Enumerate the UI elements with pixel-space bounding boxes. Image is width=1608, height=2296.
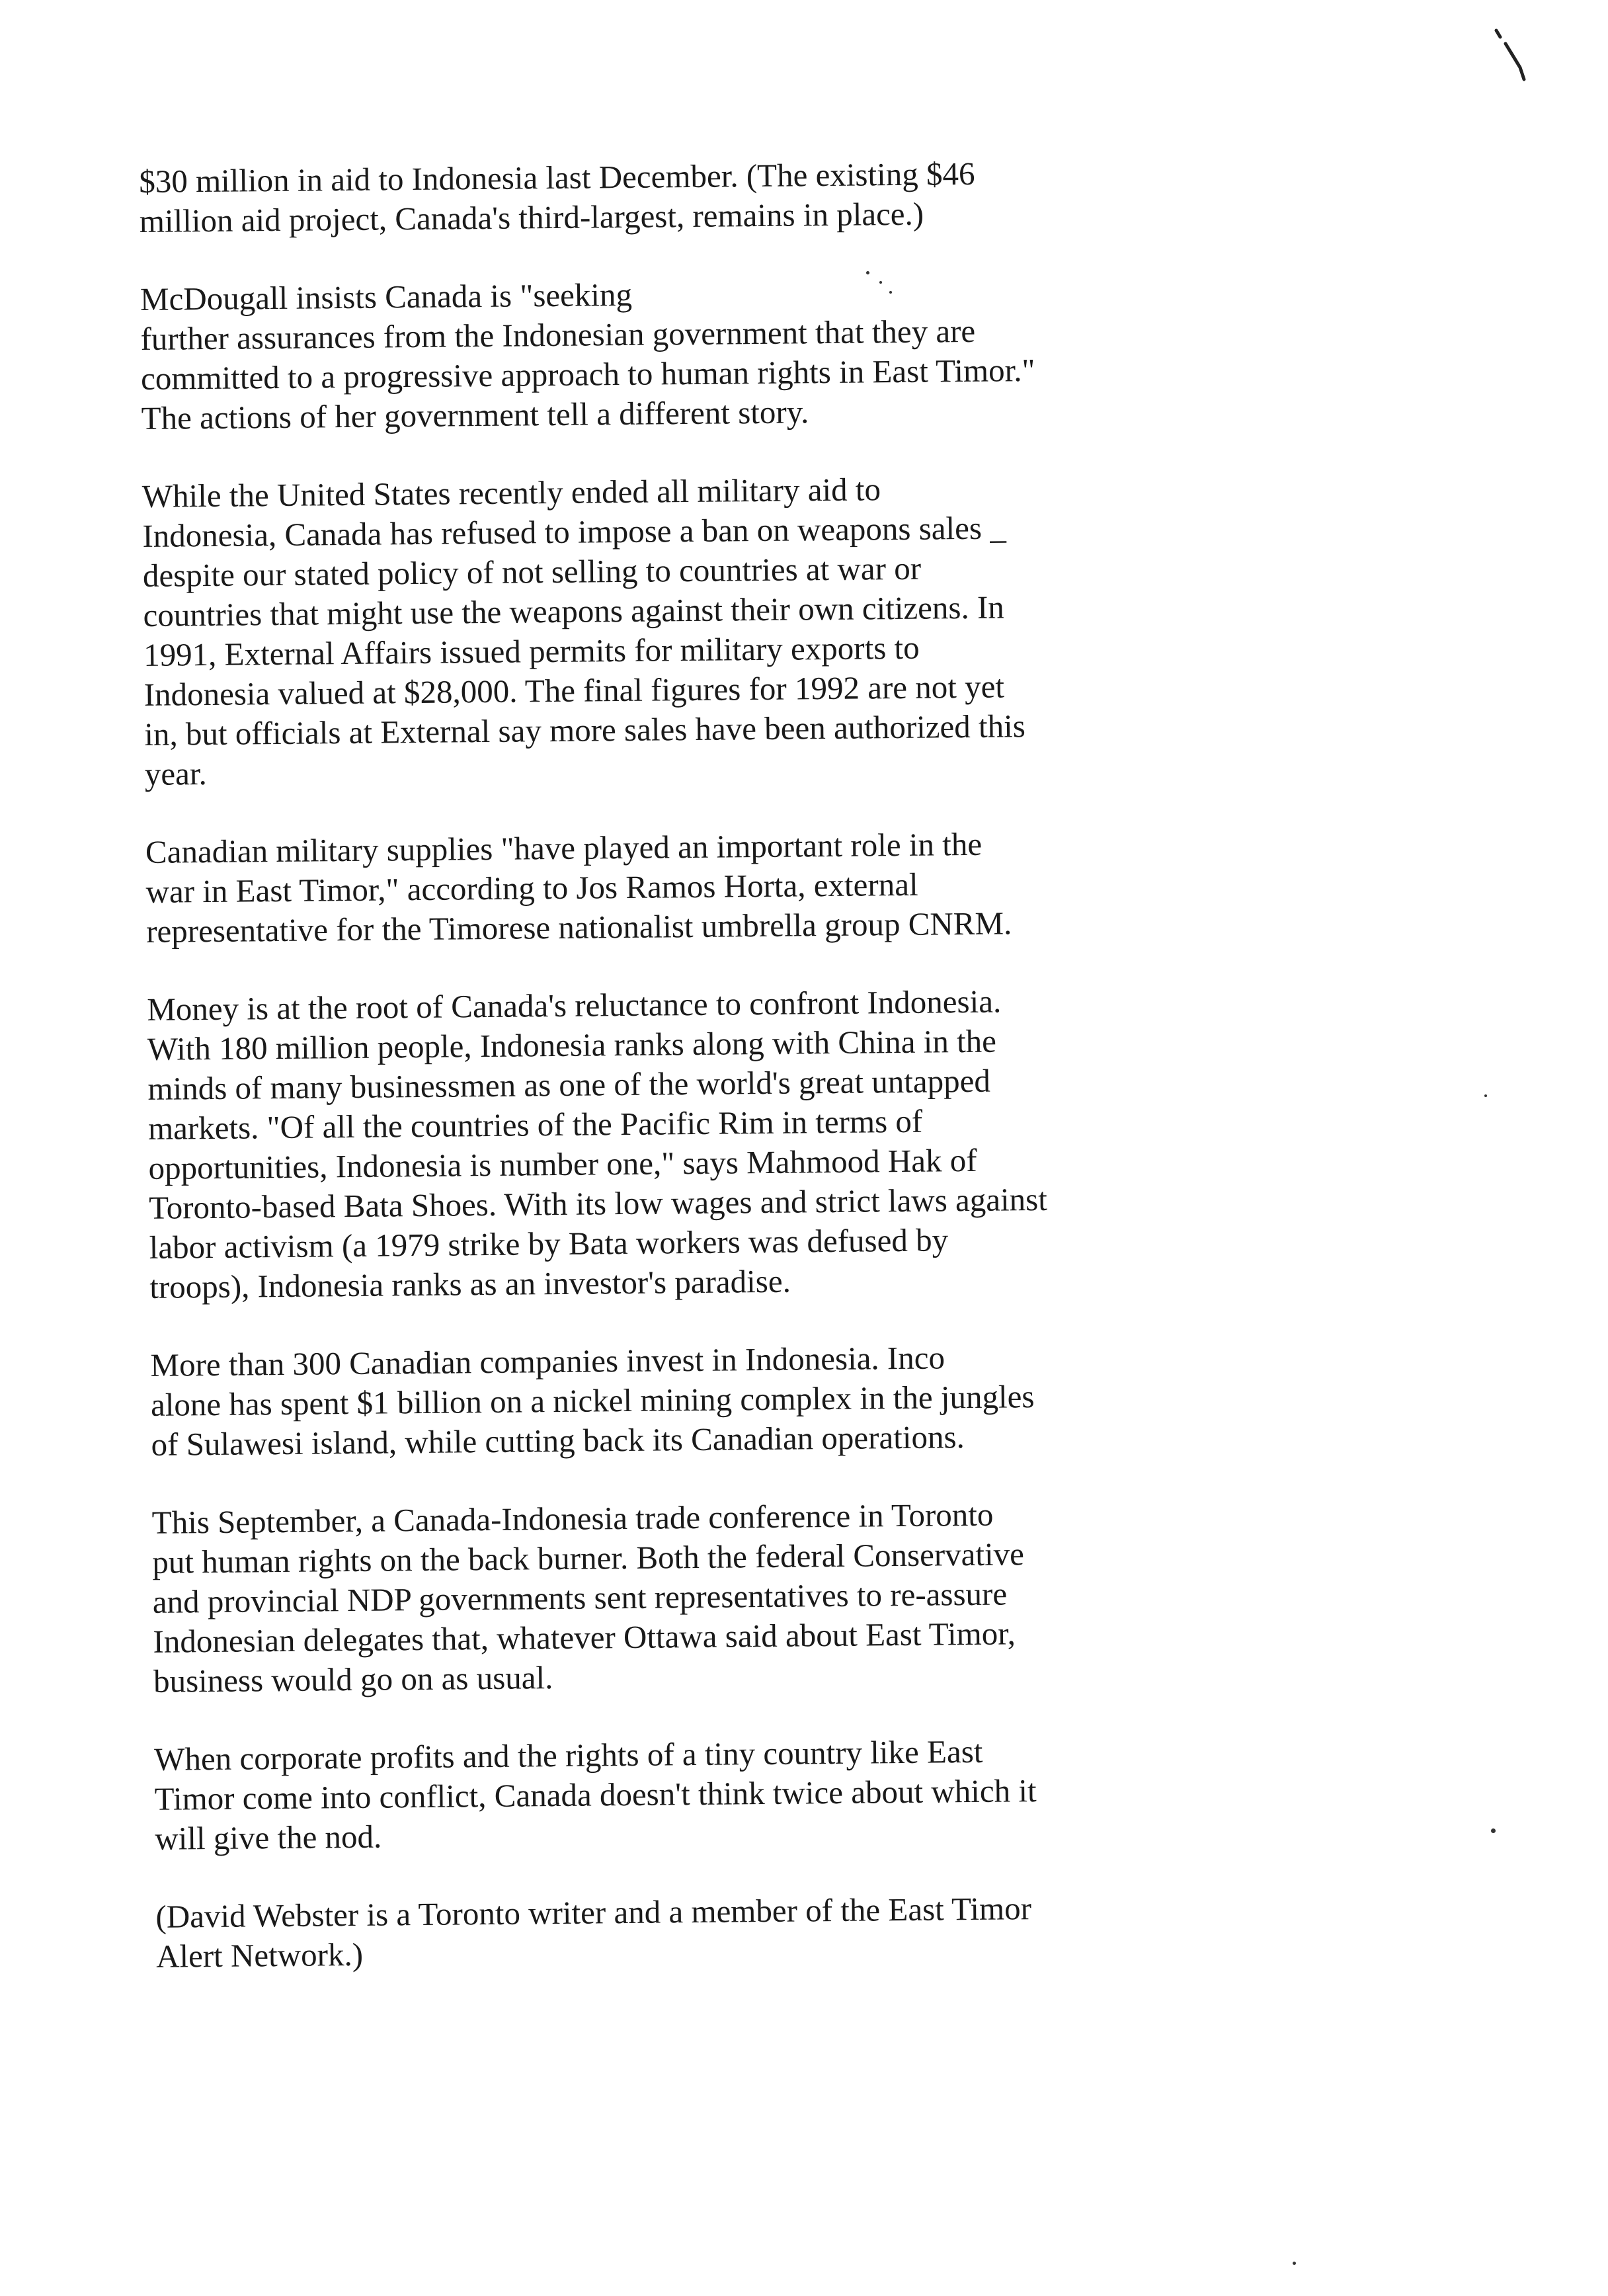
- paragraph: [139, 152, 1171, 241]
- paragraph: [140, 270, 1173, 438]
- text-line: Alert Network.): [155, 1936, 364, 1975]
- text-line: (David Webster is a Toronto writer and a member of the East Timor: [155, 1890, 1032, 1935]
- text-line: Timor come into conflict, Canada doesn't think twice about which it: [154, 1772, 1037, 1817]
- text-line: The actions of her government tell a different story.: [141, 393, 809, 436]
- text-line: McDougall insists Canada is "seeking: [140, 276, 633, 317]
- text-line: When corporate profits and the rights of a tiny country like East: [153, 1733, 983, 1778]
- text-line: opportunities, Indonesia is number one," says Mahmood Hak of: [148, 1141, 977, 1186]
- text-line: and provincial NDP governments sent representatives to re-assure: [152, 1575, 1008, 1620]
- paragraph: [150, 1336, 1183, 1465]
- paragraph: [147, 980, 1182, 1307]
- paragraph: [155, 1887, 1187, 1977]
- text-line: Toronto-based Bata Shoes. With its low wages and strict laws against: [148, 1180, 1048, 1226]
- text-line: countries that might use the weapons against their own citizens. In: [143, 589, 1005, 634]
- text-line: 1991, External Affairs issued permits for military exports to: [143, 629, 920, 673]
- text-line: put human rights on the back burner. Both the federal Conservative: [152, 1536, 1025, 1580]
- text-line: Indonesia valued at $28,000. The final figures for 1992 are not yet: [143, 668, 1005, 713]
- text-line: alone has spent $1 billion on a nickel mining complex in the jungles: [150, 1378, 1035, 1423]
- text-line: further assurances from the Indonesian government that they are: [140, 312, 976, 357]
- text-line: Indonesian delegates that, whatever Ottawa said about East Timor,: [153, 1615, 1016, 1660]
- scan-speck: [1293, 2262, 1296, 2265]
- text-line: minds of many businessmen as one of the world's great untapped: [147, 1062, 991, 1107]
- text-line: representative for the Timorese nationalist umbrella group CNRM.: [145, 905, 1012, 950]
- text-line: year.: [144, 755, 208, 792]
- text-line: of Sulawesi island, while cutting back its Canadian operations.: [151, 1418, 965, 1463]
- scan-speck: [1491, 1828, 1496, 1833]
- text-line: While the United States recently ended all military aid to: [141, 471, 881, 514]
- text-line: Indonesia, Canada has refused to impose a ban on weapons sales _: [142, 509, 1006, 554]
- text-line: With 180 million people, Indonesia ranks along with China in the: [147, 1022, 997, 1067]
- text-line: Canadian military supplies "have played an important role in the: [145, 825, 983, 870]
- text-line: in, but officials at External say more sales have been authorized this: [144, 708, 1026, 753]
- text-line: will give the nod.: [155, 1818, 382, 1857]
- text-line: committed to a progressive approach to human rights in East Timor.": [140, 352, 1035, 397]
- pen-mark-icon: [1491, 26, 1531, 86]
- paragraph: [151, 1493, 1185, 1702]
- article-text: [139, 152, 1188, 2015]
- text-line: This September, a Canada-Indonesia trade conference in Toronto: [151, 1496, 994, 1541]
- text-line: $30 million in aid to Indonesia last December. (The existing $46: [139, 155, 975, 200]
- text-line: labor activism (a 1979 strike by Bata workers was defused by: [149, 1221, 949, 1266]
- text-line: Money is at the root of Canada's reluctance to confront Indonesia.: [147, 983, 1002, 1028]
- text-line: million aid project, Canada's third-largest, remains in place.): [139, 195, 924, 239]
- paragraph: [142, 467, 1177, 794]
- paragraph: [154, 1730, 1187, 1859]
- text-line: troops), Indonesia ranks as an investor's paradise.: [149, 1262, 791, 1305]
- text-line: More than 300 Canadian companies invest in Indonesia. Inco: [150, 1339, 945, 1383]
- text-line: markets. "Of all the countries of the Pacific Rim in terms of: [147, 1102, 923, 1147]
- scan-speck: [1484, 1094, 1487, 1097]
- paragraph: [145, 823, 1178, 952]
- text-line: business would go on as usual.: [153, 1659, 553, 1700]
- text-line: war in East Timor," according to Jos Ramos Horta, external: [145, 866, 918, 910]
- text-line: despite our stated policy of not selling to countries at war or: [142, 550, 922, 594]
